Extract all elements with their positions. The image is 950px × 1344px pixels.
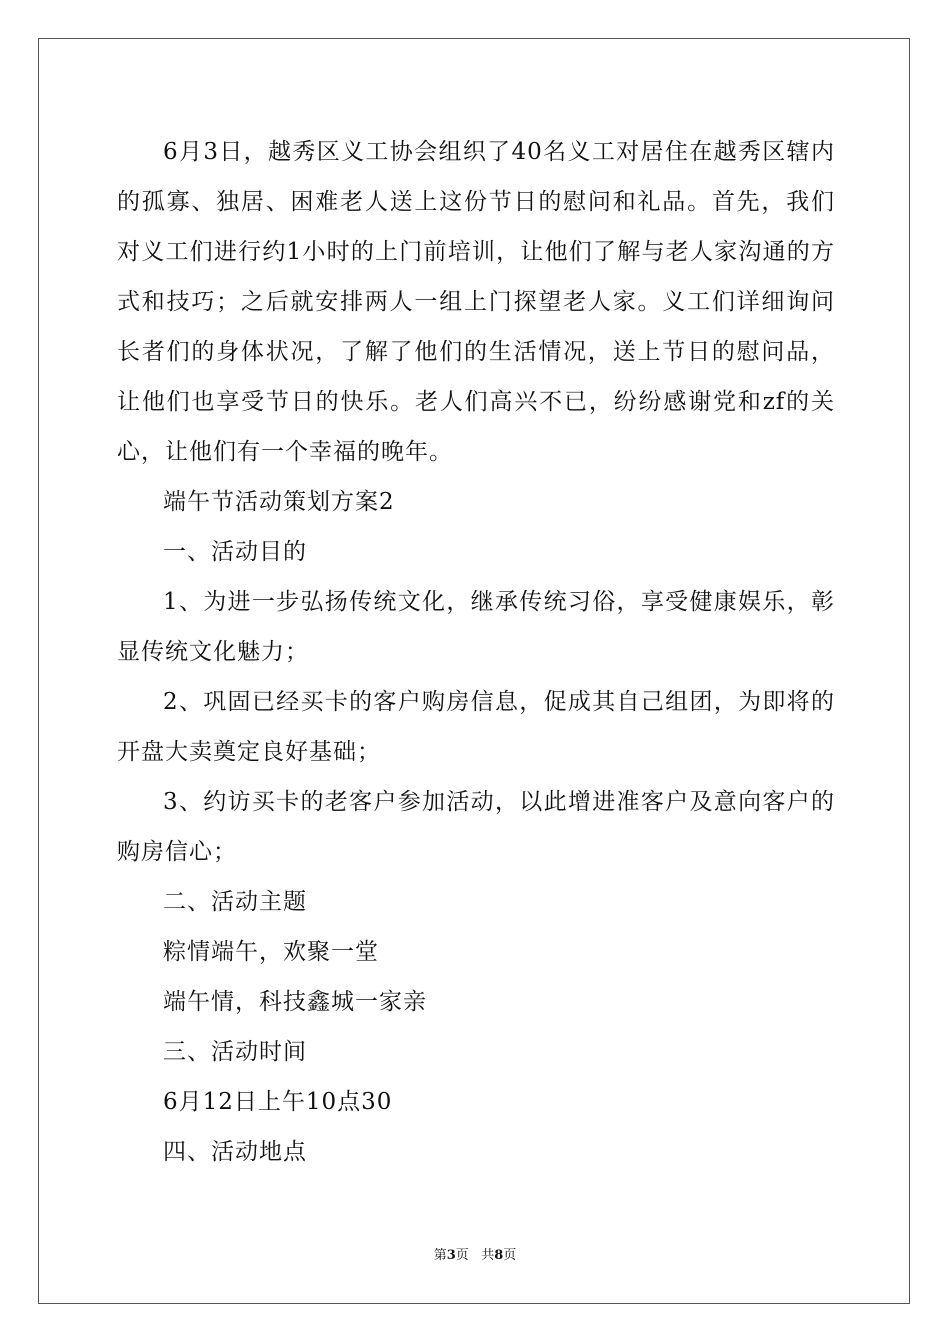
section-heading-purpose: 一、活动目的 [163,539,307,565]
list-item-purpose-3: 3、约访买卡的老客户参加活动，以此增进准客户及意向客户的购房信心； [117,789,835,865]
section-heading-theme: 二、活动主题 [163,889,307,915]
page-current: 3 [446,1248,456,1263]
section-heading-location: 四、活动地点 [163,1139,307,1165]
page-total: 8 [494,1248,504,1263]
total-prefix: 共 [481,1248,495,1263]
section-heading-plan: 端午节活动策划方案2 [163,489,395,515]
event-time: 6月12日上午10点30 [163,1089,393,1115]
list-item-purpose-2: 2、巩固已经买卡的客户购房信息，促成其自己组团，为即将的开盘大卖奠定良好基础； [117,689,835,765]
theme-line-1: 粽情端午，欢聚一堂 [163,939,379,965]
page-suffix: 页 [455,1248,469,1263]
list-item-purpose-1: 1、为进一步弘扬传统文化，继承传统习俗，享受健康娱乐，彰显传统文化魅力； [117,589,835,665]
theme-line-2: 端午情，科技鑫城一家亲 [163,989,427,1015]
total-suffix: 页 [503,1248,517,1263]
section-heading-time: 三、活动时间 [163,1039,307,1065]
page-prefix: 第 [433,1248,447,1263]
page-footer [0,1246,950,1266]
paragraph-intro: 6月3日，越秀区义工协会组织了40名义工对居住在越秀区辖内的孤寡、独居、困难老人送上这份节日的慰问和礼品。首先，我们对义工们进行约1小时的上门前培训，让他们了解与老人家沟通的方式和技巧；之后就安排两人一组上门探望老人家。义工们详细询问长者们的身体状况，了解了他们的生活情况，送上节日的慰问品，让他们也享受节日的快乐。老人们高兴不已，纷纷感谢党和zf的关心，让他们有一个幸福的晚年。 [117,139,835,465]
document-body [117,127,835,1177]
